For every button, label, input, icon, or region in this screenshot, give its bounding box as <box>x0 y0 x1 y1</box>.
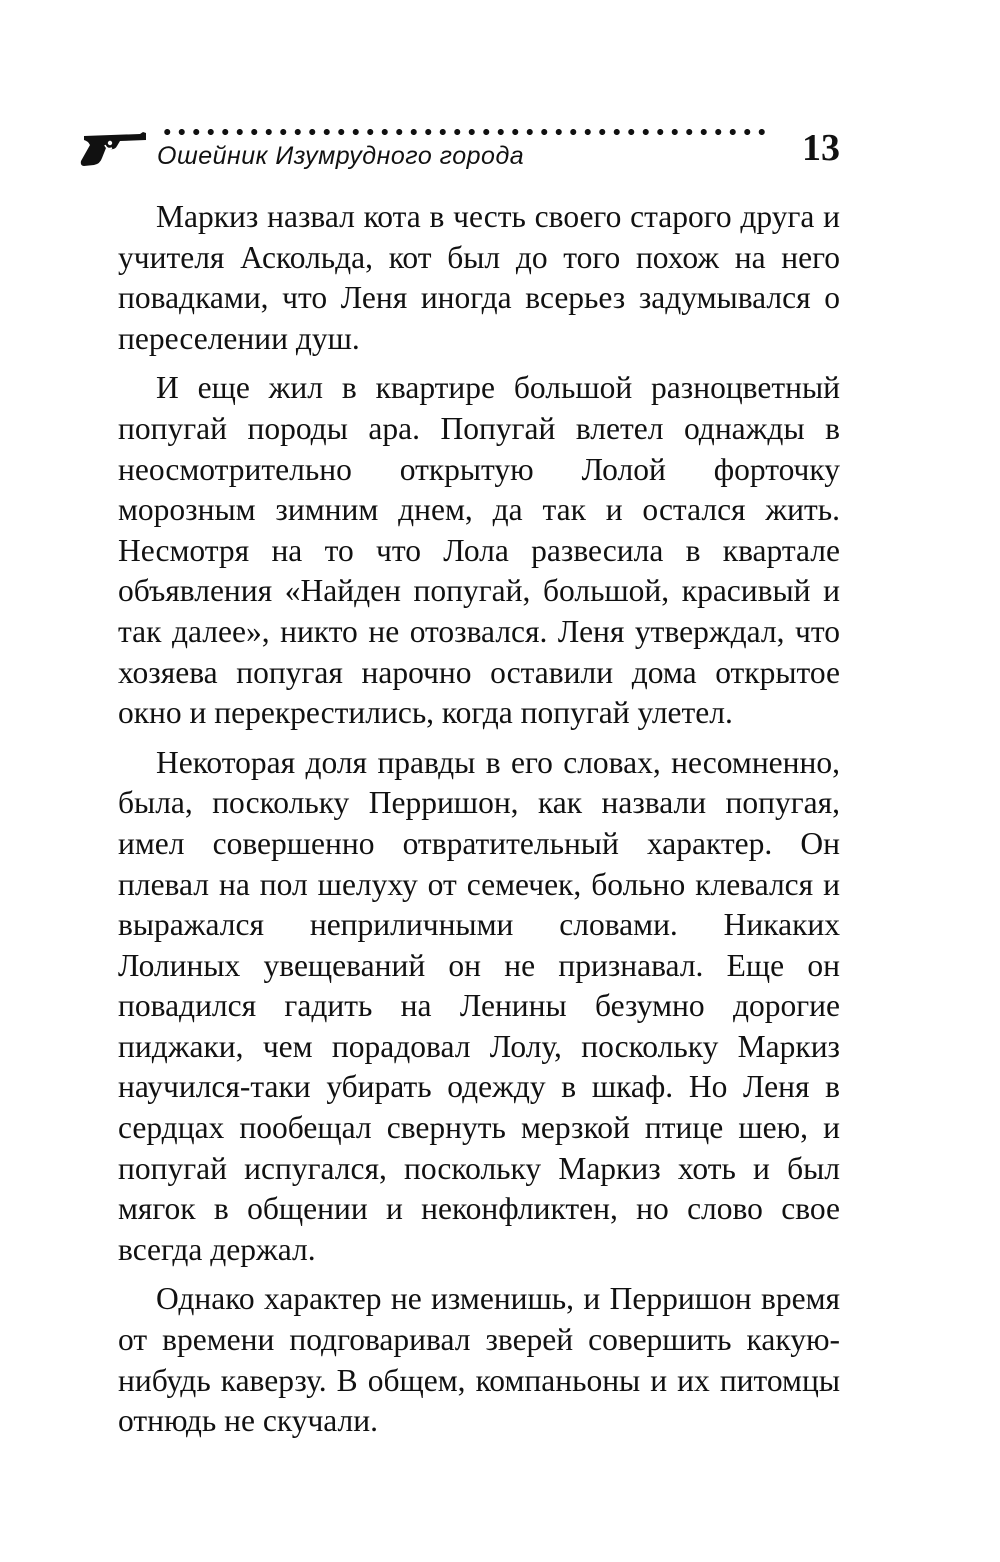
revolver-icon <box>80 128 148 168</box>
paragraph: Некоторая доля правды в его словах, несомненно, была, поскольку Перришон, как назвали попугая, имел совершенно отвратительный характер. Он плевал на пол шелуху от семечек, больно клевался и выражался неприличными словами. Никаких Лолиных увещеваний он не признавал. Еще он повадился гадить на Ленины безумно дорогие пиджаки, чем порадовал Лолу, поскольку Маркиз научился-таки убирать одежду в шкаф. Но Леня в сердцах пообещал свернуть мерзкой птице шею, и попугай испугался, поскольку Маркиз хоть и был мягок в общении и неконфликтен, но слово свое всегда держал. <box>118 744 840 1267</box>
paragraph: Однако характер не изменишь, и Перришон время от времени подговаривал зверей совершить какую-нибудь каверзу. В общем, компаньоны и их питомцы отнюдь не скучали. <box>118 1281 840 1439</box>
running-title: Ошейник Изумрудного города <box>157 142 525 170</box>
paragraph: И еще жил в квартире большой разноцветный попугай породы ара. Попугай влетел однажды в неосмотрительно открытую Лолой форточку морозным зимним днем, да так и остался жить. Несмотря на то что Лола развесила в квартале объявления «Найден попугай, большой, красивый и так далее», никто не отозвался. Леня утверждал, что хозяева попугая нарочно оставили дома открытое окно и перекрестились, когда попугай улетел. <box>118 370 840 731</box>
page-header <box>80 118 840 178</box>
header-dotted-rule <box>160 128 770 136</box>
paragraph: Маркиз назвал кота в честь своего старого друга и учителя Аскольда, кот был до того похож на него повадками, что Леня иногда всерьез задумывался о переселении душ. <box>118 199 840 356</box>
page-number: 13 <box>802 127 840 169</box>
body-text <box>118 197 840 1451</box>
